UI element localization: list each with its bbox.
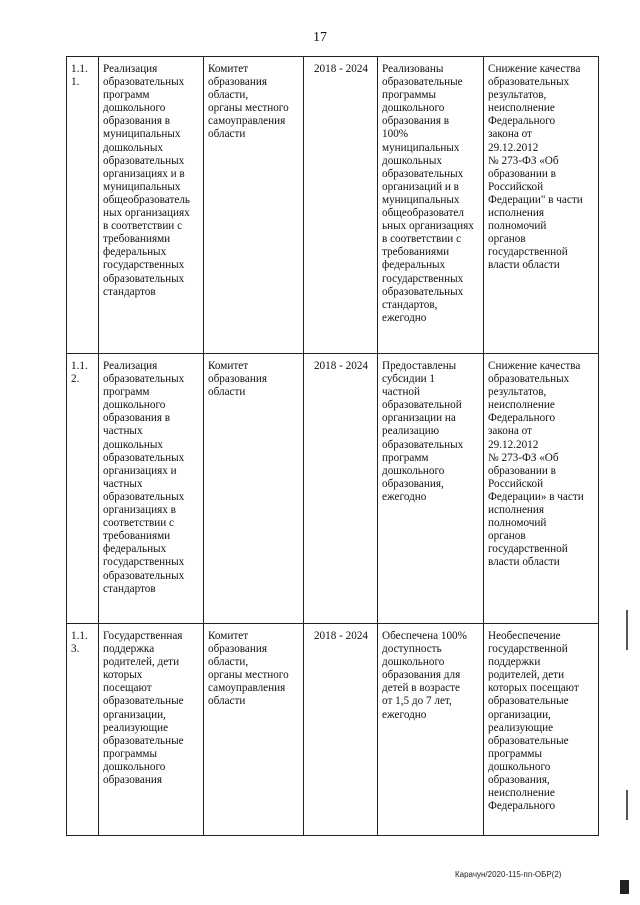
measure-name: Реализация образовательных программ дошкольного образования в муниципальных дошкольных образовательных организациях и в муниципальных общеобразователь ных организациях в соответствии с требованиями федеральных государственных образовательных стандартов [99, 57, 204, 354]
term: 2018 - 2024 [304, 354, 378, 624]
executor: Комитет образования области [204, 354, 304, 624]
expected-result: Реализованы образовательные программы дошкольного образования в 100% муниципальных дошкольных образовательных организаций и в муниципальных общеобразовател ьных организациях в соответствии с требованиями федеральных государственных образовательных стандартов, ежегодно [378, 57, 484, 354]
scan-corner-mark [620, 880, 629, 894]
table-row [67, 57, 599, 354]
consequences: Снижение качества образовательных результатов, неисполнение Федерального закона от 29.12.2012 № 273-ФЗ «Об образовании в Российской Федерации» в части исполнения полномочий органов государственной власти области [484, 354, 599, 624]
scan-edge-mark [626, 790, 628, 820]
term: 2018 - 2024 [304, 624, 378, 836]
executor: Комитет образования области, органы местного самоуправления области [204, 624, 304, 836]
consequences: Снижение качества образовательных результатов, неисполнение Федерального закона от 29.12.2012 № 273-ФЗ «Об образовании в Российской Федерации" в части исполнения полномочий органов государственной власти области [484, 57, 599, 354]
expected-result: Предоставлены субсидии 1 частной образовательной организации на реализацию образовательных программ дошкольного образования, ежегодно [378, 354, 484, 624]
document-code: Карачун/2020-115-пп-ОБР(2) [455, 870, 562, 879]
expected-result: Обеспечена 100% доступность дошкольного образования для детей в возрасте от 1,5 до 7 лет, ежегодно [378, 624, 484, 836]
table-row [67, 354, 599, 624]
page-number: 17 [313, 30, 327, 45]
row-number: 1.1. 2. [67, 354, 99, 624]
measure-name: Реализация образовательных программ дошкольного образования в частных дошкольных образовательных организациях и частных образовательных организациях в соответствии с требованиями федеральных государственных образовательных стандартов [99, 354, 204, 624]
consequences: Необеспечение государственной поддержки родителей, дети которых посещают образовательные организации, реализующие образовательные программы дошкольного образования, неисполнение Федерального [484, 624, 599, 836]
term: 2018 - 2024 [304, 57, 378, 354]
table-row [67, 624, 599, 836]
row-number: 1.1. 3. [67, 624, 99, 836]
measures-table [66, 56, 599, 836]
row-number: 1.1. 1. [67, 57, 99, 354]
scan-edge-mark [626, 610, 628, 650]
measure-name: Государственная поддержка родителей, дети которых посещают образовательные организации, реализующие образовательные программы дошкольного образования [99, 624, 204, 836]
executor: Комитет образования области, органы местного самоуправления области [204, 57, 304, 354]
